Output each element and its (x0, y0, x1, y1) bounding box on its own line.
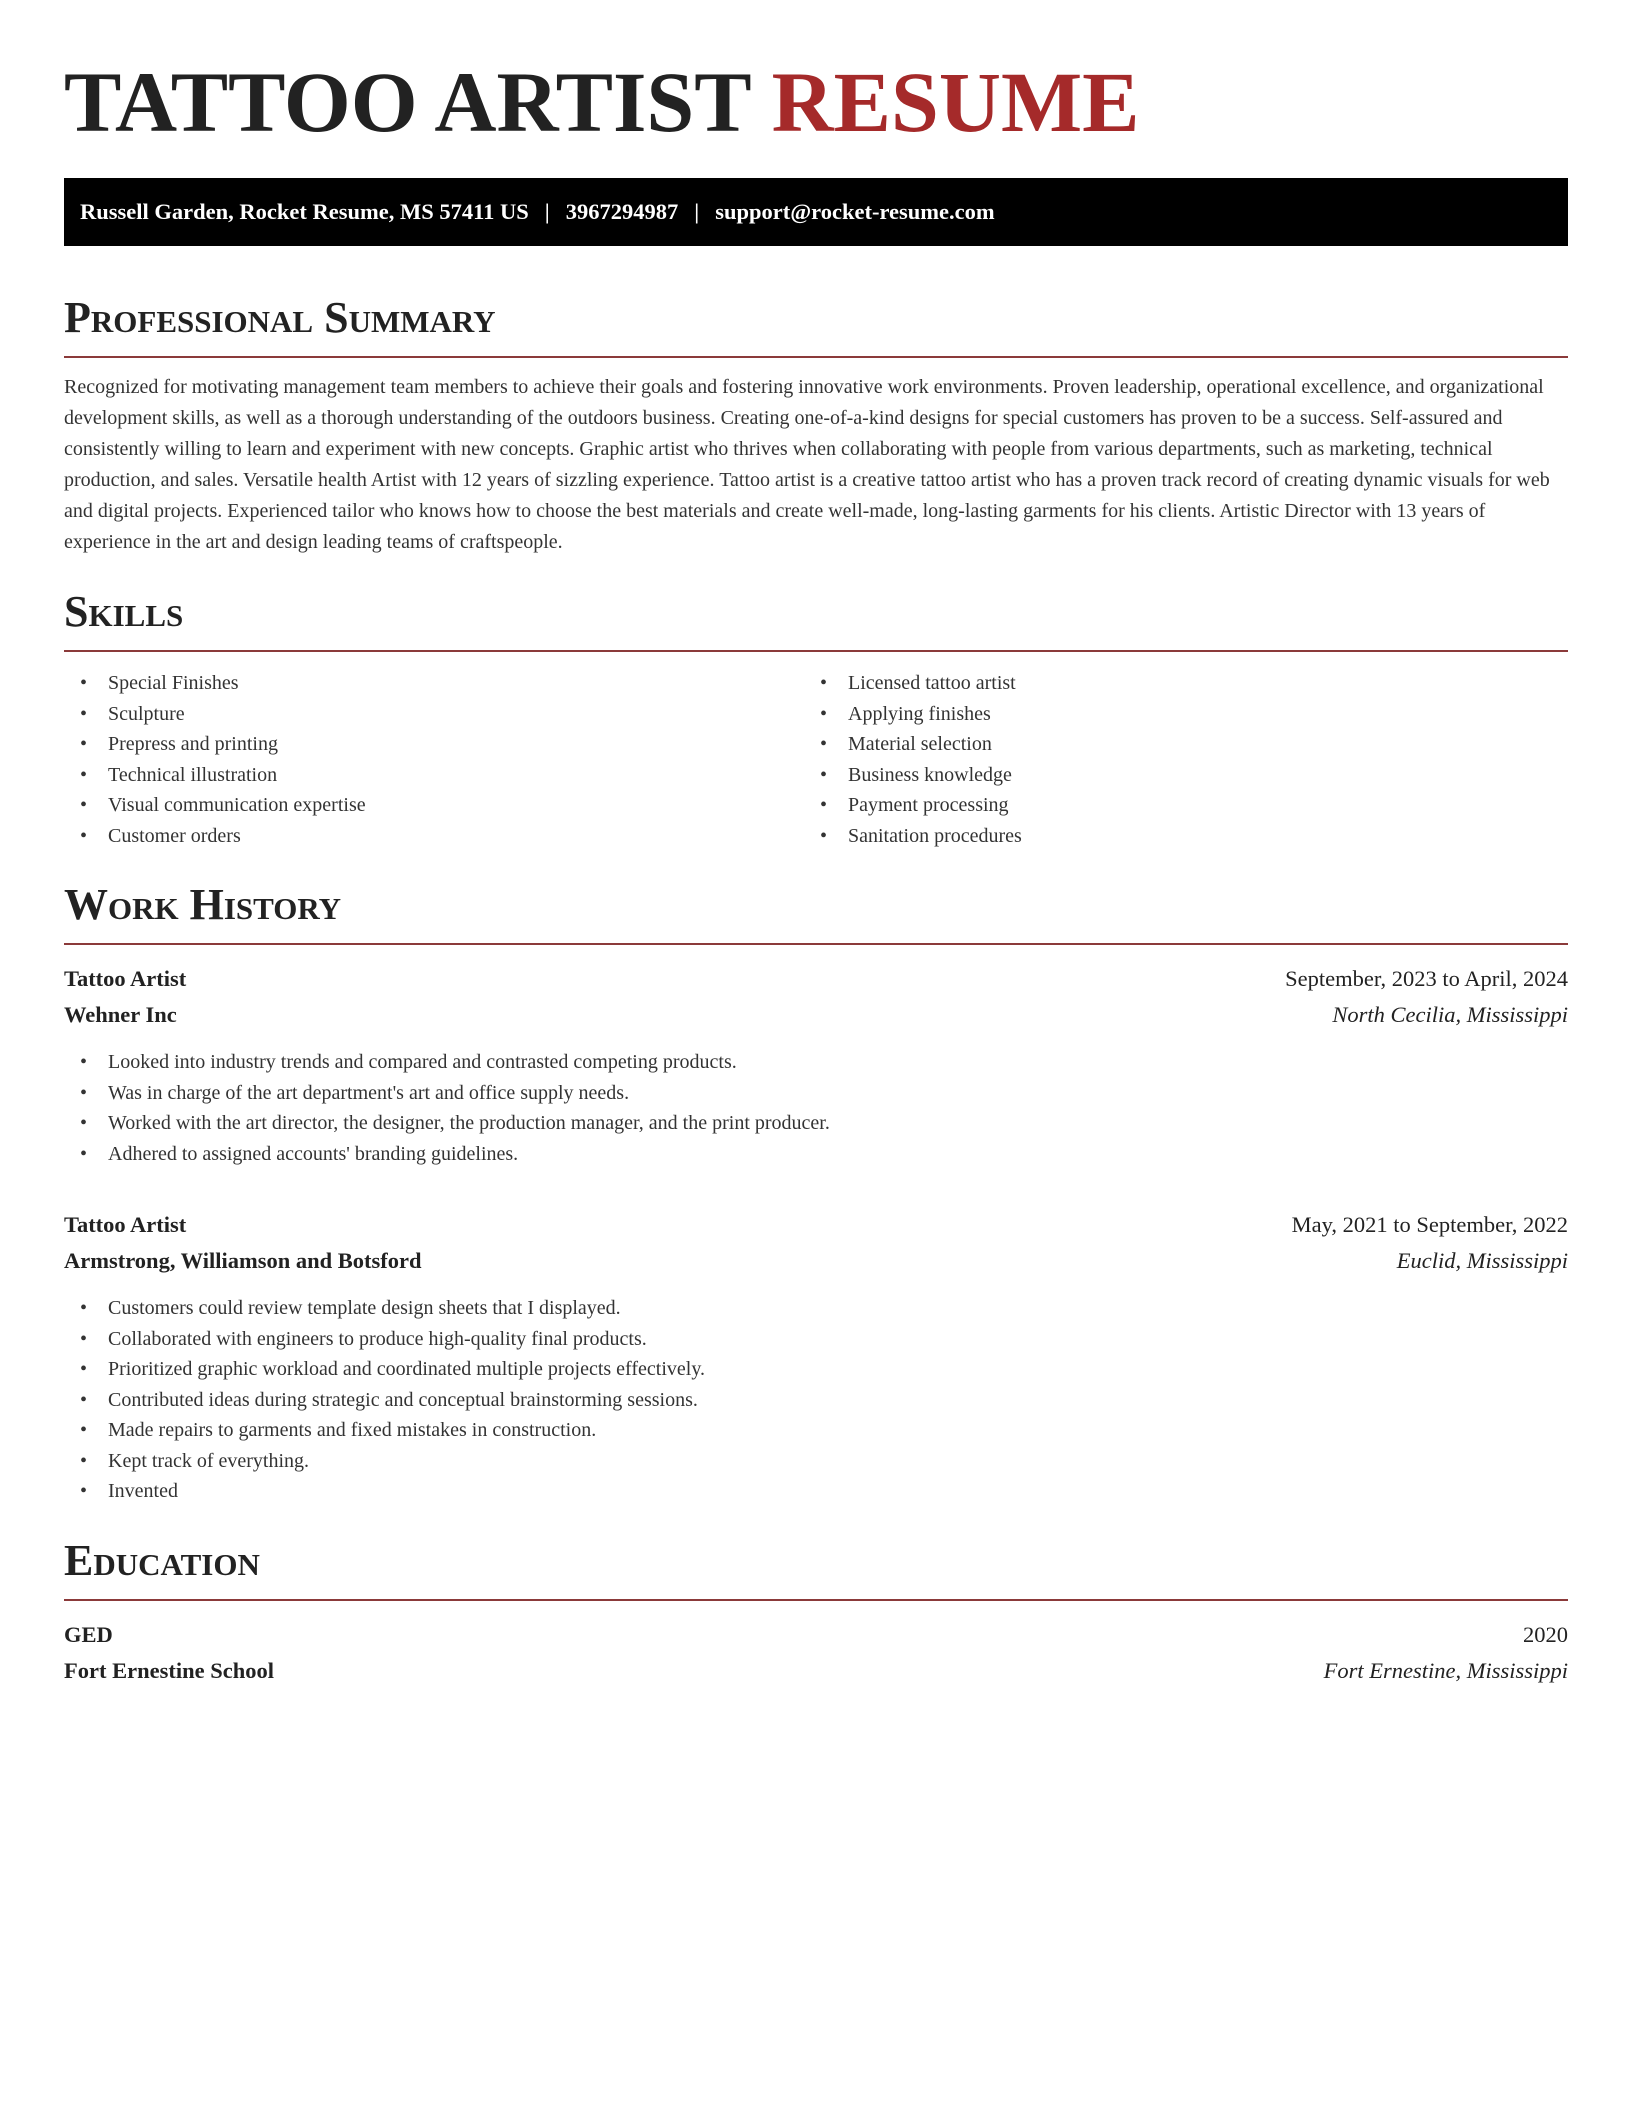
section-heading: Professional Summary (64, 293, 496, 342)
skills-section (64, 586, 1568, 851)
skill-item: • Technical illustration (64, 760, 804, 791)
job-bullet: • Prioritized graphic workload and coordinated multiple projects effectively. (64, 1354, 1568, 1385)
job-bullet: • Collaborated with engineers to produce high-quality final products. (64, 1324, 1568, 1355)
job-bullet: • Invented (64, 1476, 1568, 1507)
job-dates: September, 2023 to April, 2024 (1285, 966, 1568, 991)
contact-separator: | (694, 199, 700, 224)
job-location: North Cecilia, Mississippi (1332, 1002, 1568, 1027)
contact-email: support@rocket-resume.com (715, 199, 995, 224)
education-header-row (64, 1617, 1568, 1653)
education-degree: GED (64, 1621, 113, 1647)
job-bullet: • Contributed ideas during strategic and conceptual brainstorming sessions. (64, 1385, 1568, 1416)
contact-phone: 3967294987 (565, 199, 679, 224)
job-header-row (64, 1207, 1568, 1243)
education-section (64, 1535, 1568, 1689)
section-heading: Work History (64, 880, 342, 929)
title-main: TATTOO ARTIST (64, 54, 751, 150)
section-divider (64, 1599, 1568, 1601)
contact-bar (64, 178, 1568, 246)
section-heading: Skills (64, 587, 184, 636)
skill-item: • Prepress and printing (64, 729, 804, 760)
skill-item: • Customer orders (64, 821, 804, 852)
skill-item: • Licensed tattoo artist (804, 668, 1544, 699)
job-bullet: • Worked with the art director, the designer, the production manager, and the print producer. (64, 1108, 1568, 1139)
job-bullet: • Made repairs to garments and fixed mistakes in construction. (64, 1415, 1568, 1446)
job-company: Armstrong, Williamson and Botsford (64, 1248, 422, 1273)
education-school-row (64, 1653, 1568, 1689)
skill-item: • Payment processing (804, 790, 1544, 821)
education-entry (64, 1617, 1568, 1689)
skill-item: • Special Finishes (64, 668, 804, 699)
job-bullet: • Looked into industry trends and compared and contrasted competing products. (64, 1047, 1568, 1078)
job-bullet: • Kept track of everything. (64, 1446, 1568, 1477)
job-header-row (64, 961, 1568, 997)
skill-item: • Material selection (804, 729, 1544, 760)
skill-item: • Applying finishes (804, 699, 1544, 730)
job-bullet: • Adhered to assigned accounts' branding guidelines. (64, 1139, 1568, 1170)
job-entry (64, 1207, 1568, 1507)
job-bullet: • Was in charge of the art department's art and office supply needs. (64, 1078, 1568, 1109)
summary-text: Recognized for motivating management team members to achieve their goals and fostering innovative work environments. Proven leadership, operational excellence, and organizational development skills, as well as a thorough understanding of the outdoors business. Creating one-of-a-kind designs for special customers has proven to be a success. Self-assured and consistently willing to learn and experiment with new concepts. Graphic artist who thrives when collaborating with people from various departments, such as marketing, technical production, and sales. Versatile health Artist with 12 years of sizzling experience. Tattoo artist is a creative tattoo artist who has a proven track record of creating dynamic visuals for web and digital projects. Experienced tailor who knows how to choose the best materials and create well-made, long-lasting garments for his clients. Artistic Director with 13 years of experience in the art and design leading teams of craftspeople. (64, 376, 1550, 553)
skill-item: • Sculpture (64, 699, 804, 730)
education-school: Fort Ernestine School (64, 1657, 274, 1683)
skills-column-right (804, 668, 1544, 851)
title-accent: RESUME (771, 54, 1140, 150)
job-entry (64, 961, 1568, 1169)
work-section (64, 879, 1568, 1507)
section-divider (64, 356, 1568, 358)
section-heading: Education (64, 1535, 260, 1585)
skills-column-left (64, 668, 804, 851)
skill-item: • Business knowledge (804, 760, 1544, 791)
resume-title (64, 56, 1568, 148)
skill-item: • Visual communication expertise (64, 790, 804, 821)
job-bullets (64, 1293, 1568, 1507)
job-bullets (64, 1047, 1568, 1169)
job-title: Tattoo Artist (64, 966, 187, 991)
job-dates: May, 2021 to September, 2022 (1291, 1212, 1568, 1237)
job-location: Euclid, Mississippi (1396, 1248, 1568, 1273)
education-location: Fort Ernestine, Mississippi (1323, 1657, 1568, 1683)
skills-grid (64, 668, 1568, 851)
skill-item: • Sanitation procedures (804, 821, 1544, 852)
job-title: Tattoo Artist (64, 1212, 187, 1237)
job-company: Wehner Inc (64, 1002, 177, 1027)
section-divider (64, 943, 1568, 945)
resume-page (64, 0, 1568, 1689)
contact-separator: | (544, 199, 550, 224)
job-company-row (64, 1243, 1568, 1279)
summary-section (64, 292, 1568, 558)
job-company-row (64, 997, 1568, 1033)
education-year: 2020 (1523, 1621, 1568, 1647)
contact-address: Russell Garden, Rocket Resume, MS 57411 US (80, 199, 529, 224)
job-bullet: • Customers could review template design sheets that I displayed. (64, 1293, 1568, 1324)
section-divider (64, 650, 1568, 652)
